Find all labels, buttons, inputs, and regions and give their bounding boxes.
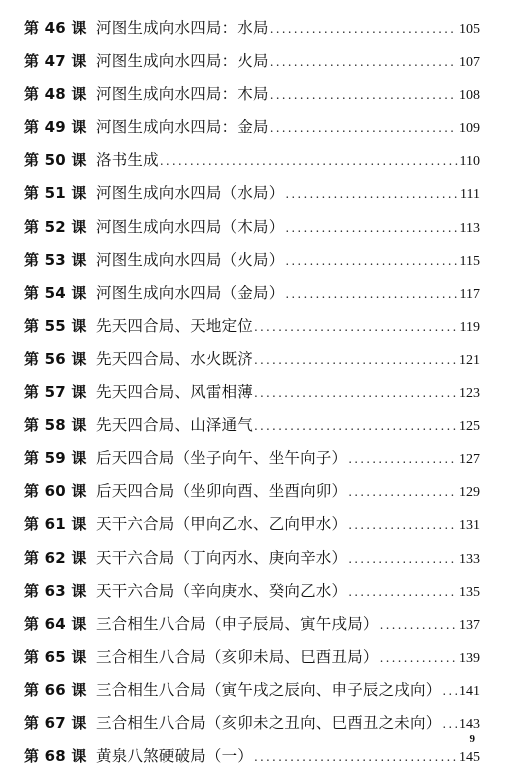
page-number: 139 bbox=[459, 650, 480, 666]
lesson-title: 河图生成向水四局：火局 bbox=[96, 52, 269, 71]
lesson-title: 河图生成向水四局：水局 bbox=[96, 19, 269, 37]
table-of-contents bbox=[24, 12, 480, 773]
page-number: 127 bbox=[459, 452, 480, 468]
lesson-title: 河图生成向水四局：金局 bbox=[96, 118, 269, 137]
page-number: 133 bbox=[459, 551, 480, 567]
lesson-number: 第 61 课 bbox=[24, 515, 87, 534]
lesson-title: 后天四合局（坐子向午、坐午向子） bbox=[96, 449, 348, 468]
page-number: 113 bbox=[459, 220, 480, 236]
toc-entry bbox=[24, 409, 480, 442]
page-number: 119 bbox=[459, 319, 480, 335]
lesson-number: 第 50 课 bbox=[24, 151, 87, 170]
lesson-number: 第 59 课 bbox=[24, 449, 87, 468]
toc-entry bbox=[24, 111, 480, 144]
page-number: 121 bbox=[459, 352, 480, 368]
lesson-title: 三合相生八合局（亥卯未之丑向、巳酉丑之未向） bbox=[96, 713, 442, 732]
lesson-title: 天干六合局（甲向乙水、乙向甲水） bbox=[96, 515, 348, 534]
lesson-title: 河图生成向水四局：木局 bbox=[96, 85, 269, 104]
dot-leader bbox=[270, 46, 457, 79]
lesson-title: 河图生成向水四局（金局） bbox=[96, 283, 285, 302]
dot-leader bbox=[254, 741, 457, 774]
lesson-title: 三合相生八合局（申子辰局、寅午戌局） bbox=[96, 614, 379, 633]
toc-entry bbox=[24, 608, 480, 641]
lesson-title: 三合相生八合局（亥卯未局、巳酉丑局） bbox=[96, 647, 379, 666]
dot-leader bbox=[254, 344, 457, 377]
lesson-title: 天干六合局（丁向丙水、庚向辛水） bbox=[96, 548, 348, 567]
dot-leader bbox=[380, 609, 457, 642]
dot-leader bbox=[160, 145, 458, 178]
dot-leader bbox=[270, 112, 457, 145]
toc-entry bbox=[24, 707, 480, 740]
lesson-title: 先天四合局、天地定位 bbox=[96, 316, 254, 335]
lesson-title: 河图生成向水四局（火局） bbox=[96, 250, 285, 269]
page-number: 117 bbox=[459, 286, 480, 302]
lesson-number: 第 56 课 bbox=[24, 349, 87, 368]
lesson-number: 第 49 课 bbox=[24, 118, 87, 137]
page-number: 115 bbox=[459, 253, 480, 269]
dot-leader bbox=[254, 377, 457, 410]
lesson-title: 后天四合局（坐卯向酉、坐酉向卯） bbox=[96, 482, 348, 501]
lesson-title: 先天四合局、山泽通气 bbox=[96, 416, 254, 435]
lesson-title: 河图生成向水四局（水局） bbox=[96, 184, 285, 203]
page-number: 125 bbox=[459, 419, 480, 435]
lesson-number: 第 52 课 bbox=[24, 217, 87, 236]
dot-leader bbox=[285, 278, 457, 311]
folio-page-number: 9 bbox=[469, 733, 475, 745]
lesson-number: 第 53 课 bbox=[24, 250, 87, 269]
toc-entry bbox=[24, 310, 480, 343]
lesson-number: 第 58 课 bbox=[24, 416, 87, 435]
dot-leader bbox=[348, 543, 457, 576]
dot-leader bbox=[254, 311, 458, 344]
lesson-number: 第 55 课 bbox=[24, 316, 87, 335]
lesson-title: 天干六合局（辛向庚水、癸向乙水） bbox=[96, 581, 348, 600]
dot-leader bbox=[254, 410, 457, 443]
toc-entry bbox=[24, 575, 480, 608]
lesson-title: 三合相生八合局（寅午戌之辰向、申子辰之戌向） bbox=[96, 680, 442, 699]
lesson-title: 先天四合局、水火既济 bbox=[96, 349, 254, 368]
lesson-number: 第 65 课 bbox=[24, 647, 87, 666]
dot-leader bbox=[285, 212, 457, 245]
page-number: 105 bbox=[459, 22, 480, 37]
toc-entry bbox=[24, 45, 480, 78]
toc-entry bbox=[24, 641, 480, 674]
dot-leader bbox=[270, 13, 457, 46]
lesson-number: 第 62 课 bbox=[24, 548, 87, 567]
toc-entry bbox=[24, 542, 480, 575]
dot-leader bbox=[348, 443, 457, 476]
dot-leader bbox=[285, 245, 457, 278]
toc-entry bbox=[24, 177, 480, 210]
page-number: 131 bbox=[459, 518, 480, 534]
toc-entry bbox=[24, 475, 480, 508]
lesson-number: 第 47 课 bbox=[24, 52, 87, 71]
toc-entry bbox=[24, 674, 480, 707]
lesson-number: 第 48 课 bbox=[24, 85, 87, 104]
lesson-number: 第 54 课 bbox=[24, 283, 87, 302]
toc-entry bbox=[24, 343, 480, 376]
lesson-title: 洛书生成 bbox=[96, 151, 159, 170]
page-number: 108 bbox=[459, 88, 480, 104]
dot-leader bbox=[270, 79, 457, 112]
page-number: 135 bbox=[459, 584, 480, 600]
toc-entry bbox=[24, 211, 480, 244]
page-number: 111 bbox=[460, 187, 480, 203]
dot-leader bbox=[380, 642, 457, 675]
lesson-number: 第 46 课 bbox=[24, 19, 87, 37]
page-number: 137 bbox=[459, 617, 480, 633]
lesson-number: 第 68 课 bbox=[24, 747, 87, 766]
page-number: 123 bbox=[459, 386, 480, 402]
toc-entry bbox=[24, 244, 480, 277]
lesson-number: 第 60 课 bbox=[24, 482, 87, 501]
dot-leader bbox=[442, 675, 457, 708]
lesson-number: 第 63 课 bbox=[24, 581, 87, 600]
dot-leader bbox=[285, 178, 458, 211]
dot-leader bbox=[442, 708, 457, 741]
toc-entry bbox=[24, 78, 480, 111]
page-number: 145 bbox=[459, 750, 480, 766]
dot-leader bbox=[348, 509, 457, 542]
toc-entry bbox=[24, 277, 480, 310]
page-number: 143 bbox=[459, 716, 480, 732]
page-number: 109 bbox=[459, 121, 480, 137]
toc-entry bbox=[24, 12, 480, 45]
lesson-title: 河图生成向水四局（木局） bbox=[96, 217, 285, 236]
dot-leader bbox=[348, 576, 457, 609]
toc-entry bbox=[24, 508, 480, 541]
page-number: 110 bbox=[459, 154, 480, 170]
dot-leader bbox=[348, 476, 457, 509]
lesson-title: 先天四合局、风雷相薄 bbox=[96, 383, 254, 402]
page-number: 107 bbox=[459, 55, 480, 71]
lesson-number: 第 64 课 bbox=[24, 614, 87, 633]
toc-entry bbox=[24, 376, 480, 409]
page-number: 141 bbox=[459, 683, 480, 699]
lesson-number: 第 51 课 bbox=[24, 184, 87, 203]
toc-entry bbox=[24, 144, 480, 177]
lesson-number: 第 66 课 bbox=[24, 680, 87, 699]
page-number: 129 bbox=[459, 485, 480, 501]
toc-entry bbox=[24, 442, 480, 475]
lesson-number: 第 57 课 bbox=[24, 383, 87, 402]
lesson-title: 黄泉八煞硬破局（一） bbox=[96, 747, 254, 766]
lesson-number: 第 67 课 bbox=[24, 713, 87, 732]
